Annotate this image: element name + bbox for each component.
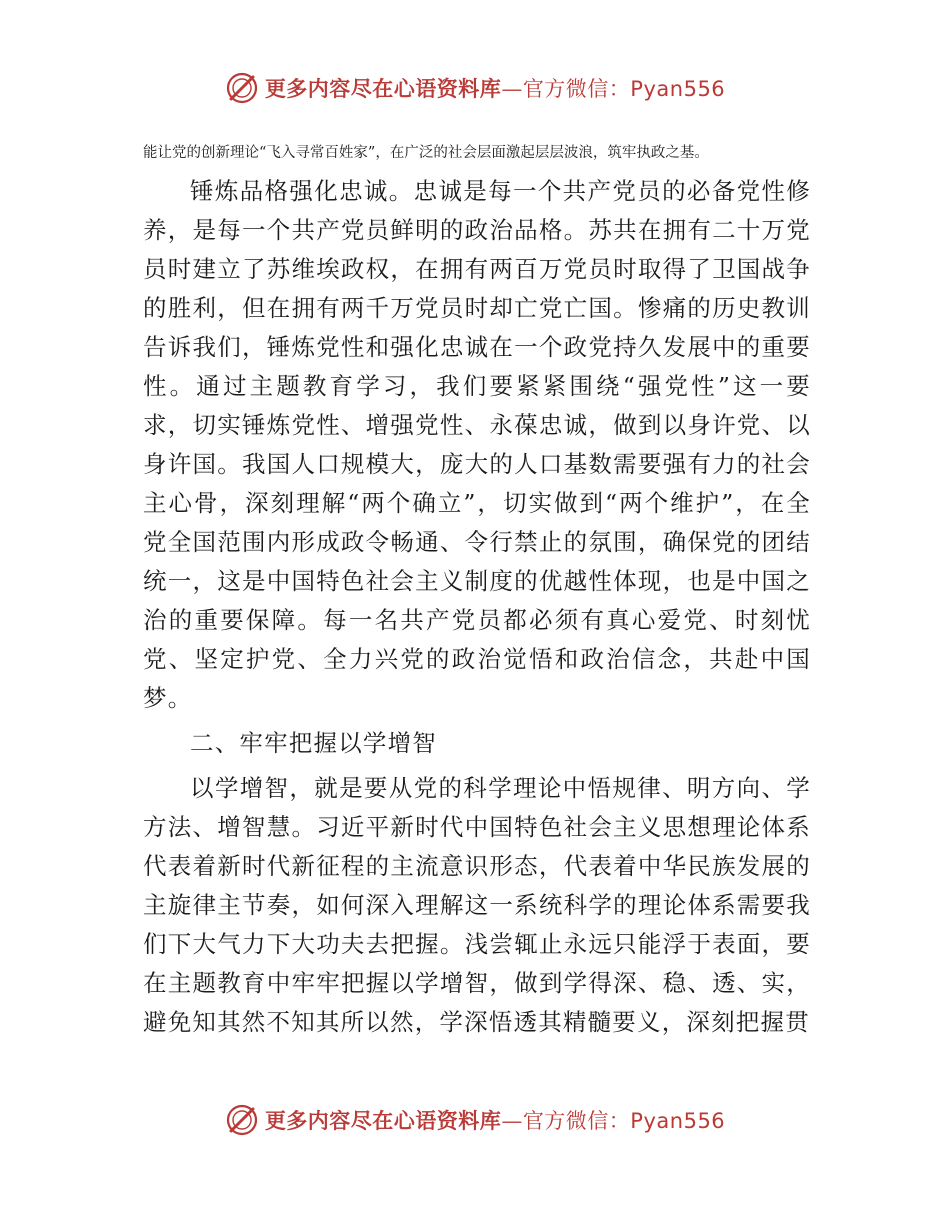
lead-line: 能让党的创新理论“飞入寻常百姓家”，在广泛的社会层面激起层层波浪，筑牢执政之基。: [143, 145, 709, 161]
banner-text: [265, 73, 725, 103]
banner-contact: 官方微信：Pyan556: [522, 1109, 726, 1133]
banner-text: [265, 1105, 725, 1135]
banner-brand: 更多内容尽在心语资料库: [264, 1109, 502, 1133]
section-heading: 二、牢牢把握以学增智: [190, 729, 437, 757]
brand-logo-icon: [225, 1103, 259, 1137]
banner-separator: —: [501, 1109, 523, 1133]
footer-watermark-banner: [0, 1098, 950, 1142]
banner-contact: 官方微信：Pyan556: [522, 77, 726, 101]
header-watermark-banner: [0, 66, 950, 110]
brand-logo-icon: [225, 71, 259, 105]
document-body: [143, 172, 811, 1042]
banner-separator: —: [501, 77, 523, 101]
paragraph-loyalty: 锤炼品格强化忠诚。忠诚是每一个共产党员的必备党性修养，是每一个共产党员鲜明的政治品格。苏共在拥有二十万党员时建立了苏维埃政权，在拥有两百万党员时取得了卫国战争的胜利，但在拥有两千万党员时却亡党亡国。惨痛的历史教训告诉我们，锤炼党性和强化忠诚在一个政党持久发展中的重要性。通过主题教育学习，我们要紧紧围绕“强党性”这一要求，切实锤炼党性、增强党性、永葆忠诚，做到以身许党、以身许国。我国人口规模大，庞大的人口基数需要强有力的社会主心骨，深刻理解“两个确立”，切实做到“两个维护”，在全党全国范围内形成政令畅通、令行禁止的氛围，确保党的团结统一，这是中国特色社会主义制度的优越性体现，也是中国之治的重要保障。每一名共产党员都必须有真心爱党、时刻忧党、坚定护党、全力兴党的政治觉悟和政治信念，共赴中国梦。: [143, 177, 811, 712]
paragraph-learning: 以学增智，就是要从党的科学理论中悟规律、明方向、学方法、增智慧。习近平新时代中国特色社会主义思想理论体系代表着新时代新征程的主流意识形态，代表着中华民族发展的主旋律主节奏，如何深入理解这一系统科学的理论体系需要我们下大气力下大功夫去把握。浅尝辄止永远只能浮于表面，要在主题教育中牢牢把握以学增智，做到学得深、稳、透、实，避免知其然不知其所以然，学深悟透其精髓要义，深刻把握贯: [143, 774, 811, 1036]
banner-brand: 更多内容尽在心语资料库: [264, 77, 502, 101]
